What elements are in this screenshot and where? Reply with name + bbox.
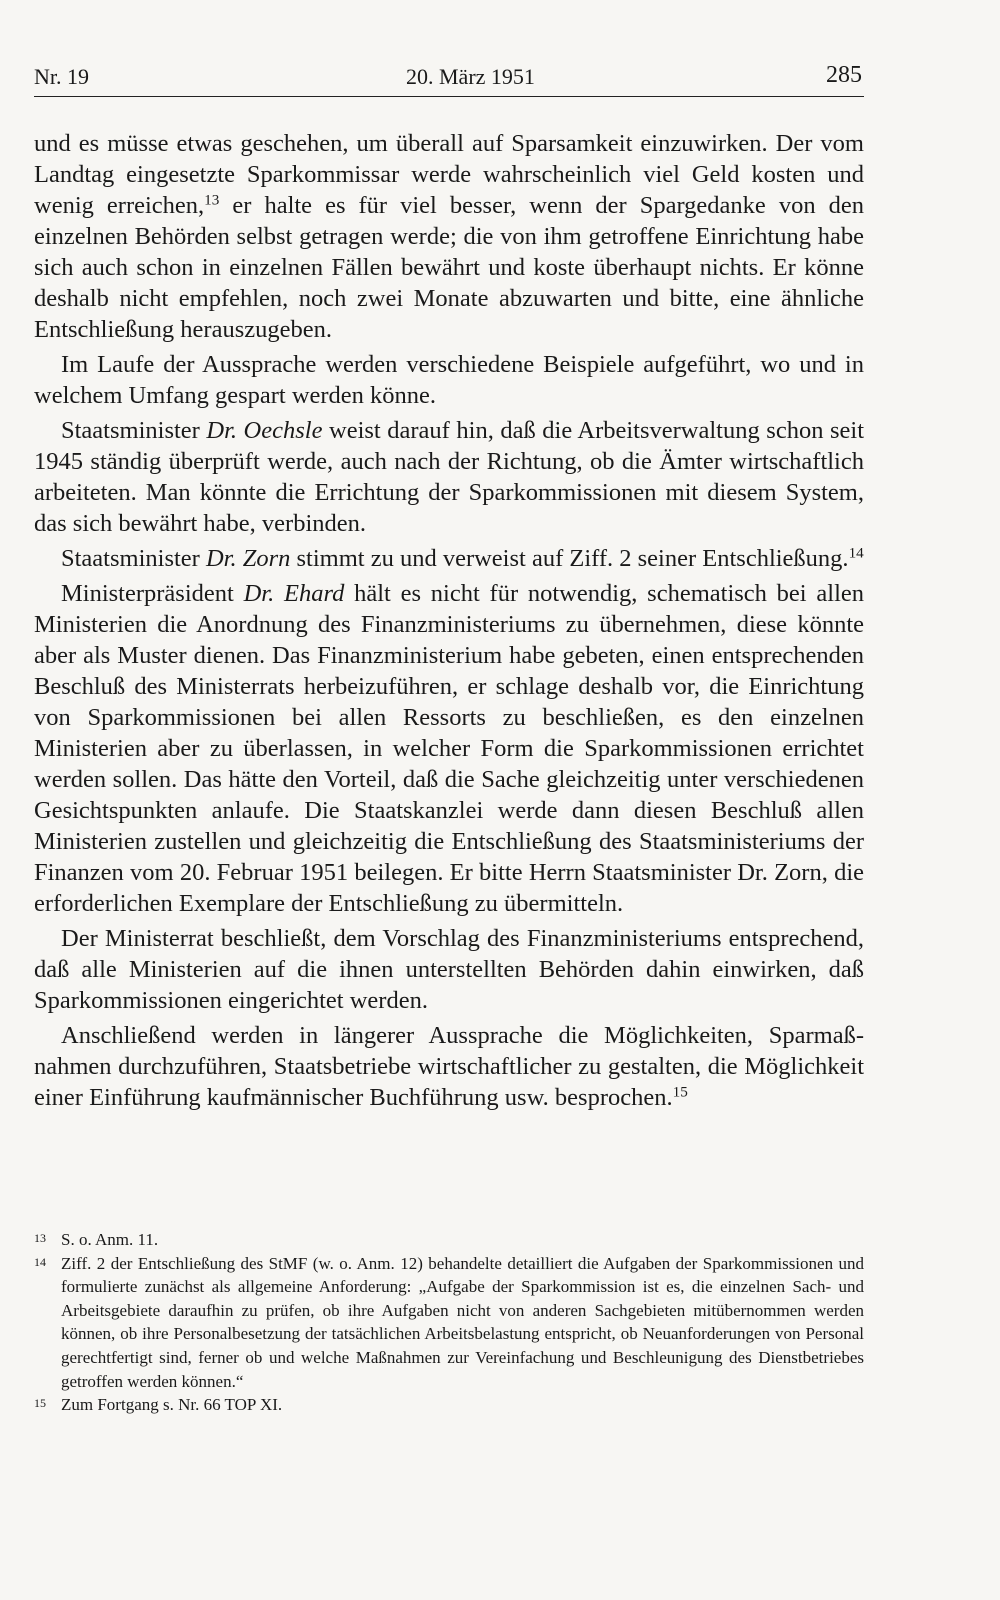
footnote (34, 1228, 864, 1252)
paragraph-text: weist darauf hin, daß die Arbeitsverwaltung schon seit 1945 ständig überprüft werde, auch nach der Richtung, ob die Ämter wirtschaftlich arbeiteten. Man könnte die Errichtung der Sparkommissionen mit diesem System, das sich bewährt habe, verbinden. (34, 417, 865, 537)
footnotes (34, 1228, 864, 1417)
speaker-title: Staatsminister (61, 545, 206, 572)
paragraph (34, 415, 864, 539)
paragraph-text: und es müsse etwas geschehen, um überall auf Sparsamkeit einzuwirken. Der vom Landtag eingesetzte Sparkommissar werde wahrscheinlich viel Geld kosten und wenig erreichen, (34, 130, 864, 219)
footnote-text: S. o. Anm. 11. (61, 1230, 159, 1249)
footnote-number: 14 (34, 1254, 46, 1269)
footnote-ref: 14 (848, 544, 864, 562)
paragraph (34, 1020, 864, 1113)
footnote-ref: 13 (204, 191, 220, 209)
paragraph-text: Der Ministerrat beschließt, dem Vorschlag des Finanzministeriums entsprechend, daß alle Ministerien auf die ihnen unterstellten Behörden dahin einwirken, daß Sparkommissionen eingerichtet werden. (34, 925, 864, 1014)
paragraph-text: hält es nicht für notwendig, schematisch bei allen Ministerien die Anordnung des Finanzministeriums zu übernehmen, diese könnte aber als Muster dienen. Das Finanzministerium habe gebeten, einen entsprechenden Beschluß des Ministerrats herbeizuführen, er schlage deshalb vor, die Einrichtung von Sparkommissionen bei allen Ressorts zu beschließen, es den einzelnen Ministerien aber zu überlassen, in welcher Form die Sparkommissionen errichtet werden sollen. Das hätte den Vorteil, daß die Sache gleichzeitig unter verschiedenen Gesichtspunkten anlaufe. Die Staatskanzlei werde dann diesen Beschluß allen Ministerien zustellen und gleichzeitig die Entschließung des Staatsministeriums der Finanzen vom 20. Februar 1951 beilegen. Er bitte Herrn Staatsminister Dr. Zorn, die erforderlichen Exemplare der Entschließung zu übermitteln. (34, 580, 864, 917)
speaker-name: Dr. Ehard (243, 580, 345, 607)
paragraph-text: er halte es für viel besser, wenn der Spargedanke von den einzelnen Behörden selbst getragen werde; die von ihm getroffene Einrichtung habe sich auch schon in einzelnen Fällen bewährt und koste überhaupt nichts. Er könne deshalb nicht empfehlen, noch zwei Monate abzuwarten und bitte, eine ähnliche Entschließung herauszugeben. (34, 192, 864, 343)
paragraph-text: Anschließend werden in längerer Aussprache die Möglichkeiten, Sparmaßnahmen durchzuführen, Staatsbetriebe wirtschaftlicher zu gestalten, die Möglichkeit einer Einführung kaufmännischer Buchführung usw. besprochen. (34, 1022, 864, 1111)
footnote-ref: 15 (672, 1083, 688, 1101)
footnote (34, 1393, 864, 1417)
speaker-name: Dr. Oechsle (206, 417, 323, 444)
paragraph (34, 349, 864, 411)
footnote-text: Zum Fortgang s. Nr. 66 TOP XI. (61, 1395, 283, 1415)
header-rule (34, 96, 864, 97)
footnote (34, 1252, 864, 1394)
header-date: 20. März 1951 (406, 64, 535, 89)
issue-number: Nr. 19 (34, 64, 89, 89)
paragraph-text: stimmt zu und verweist auf Ziff. 2 seiner Entschließung. (290, 545, 849, 572)
speaker-name: Dr. Zorn (205, 545, 291, 572)
footnote-text: Ziff. 2 der Entschließung des StMF (w. o. Anm. 12) behandelte detailliert die Aufgaben der Sparkommissionen und formulierte zunächst als allgemeine Anforderung: „Aufgabe der Sparkommission ist es, die einzelnen Sach- und Arbeitsgebiete daraufhin zu prüfen, ob ihre Aufgaben nicht von anderen Sachgebieten mitübernommen werden können, ob ihre Personalbesetzung der tatsächlichen Arbeitsbelastung entspricht, ob Neuanforderungen von Personal gerechtfertigt sind, ferner ob und welche Maßnahmen zur Vereinfachung und Beschleunigung des Dienstbetriebes getroffen werden können.“ (61, 1253, 864, 1391)
footnote-number: 13 (34, 1231, 46, 1245)
paragraph-text: Im Laufe der Aussprache werden verschiedene Beispiele aufgeführt, wo und in welchem Umfang gespart werden könne. (34, 351, 864, 409)
footnote-number: 15 (34, 1396, 46, 1411)
speaker-title: Ministerpräsident (61, 580, 244, 607)
paragraph (34, 128, 864, 345)
page-number: 285 (826, 62, 862, 88)
running-header (34, 56, 864, 96)
paragraph (34, 923, 864, 1016)
paragraph (34, 578, 864, 919)
paragraph (34, 543, 864, 574)
speaker-title: Staatsminister (61, 417, 207, 444)
body-text (34, 128, 864, 1113)
